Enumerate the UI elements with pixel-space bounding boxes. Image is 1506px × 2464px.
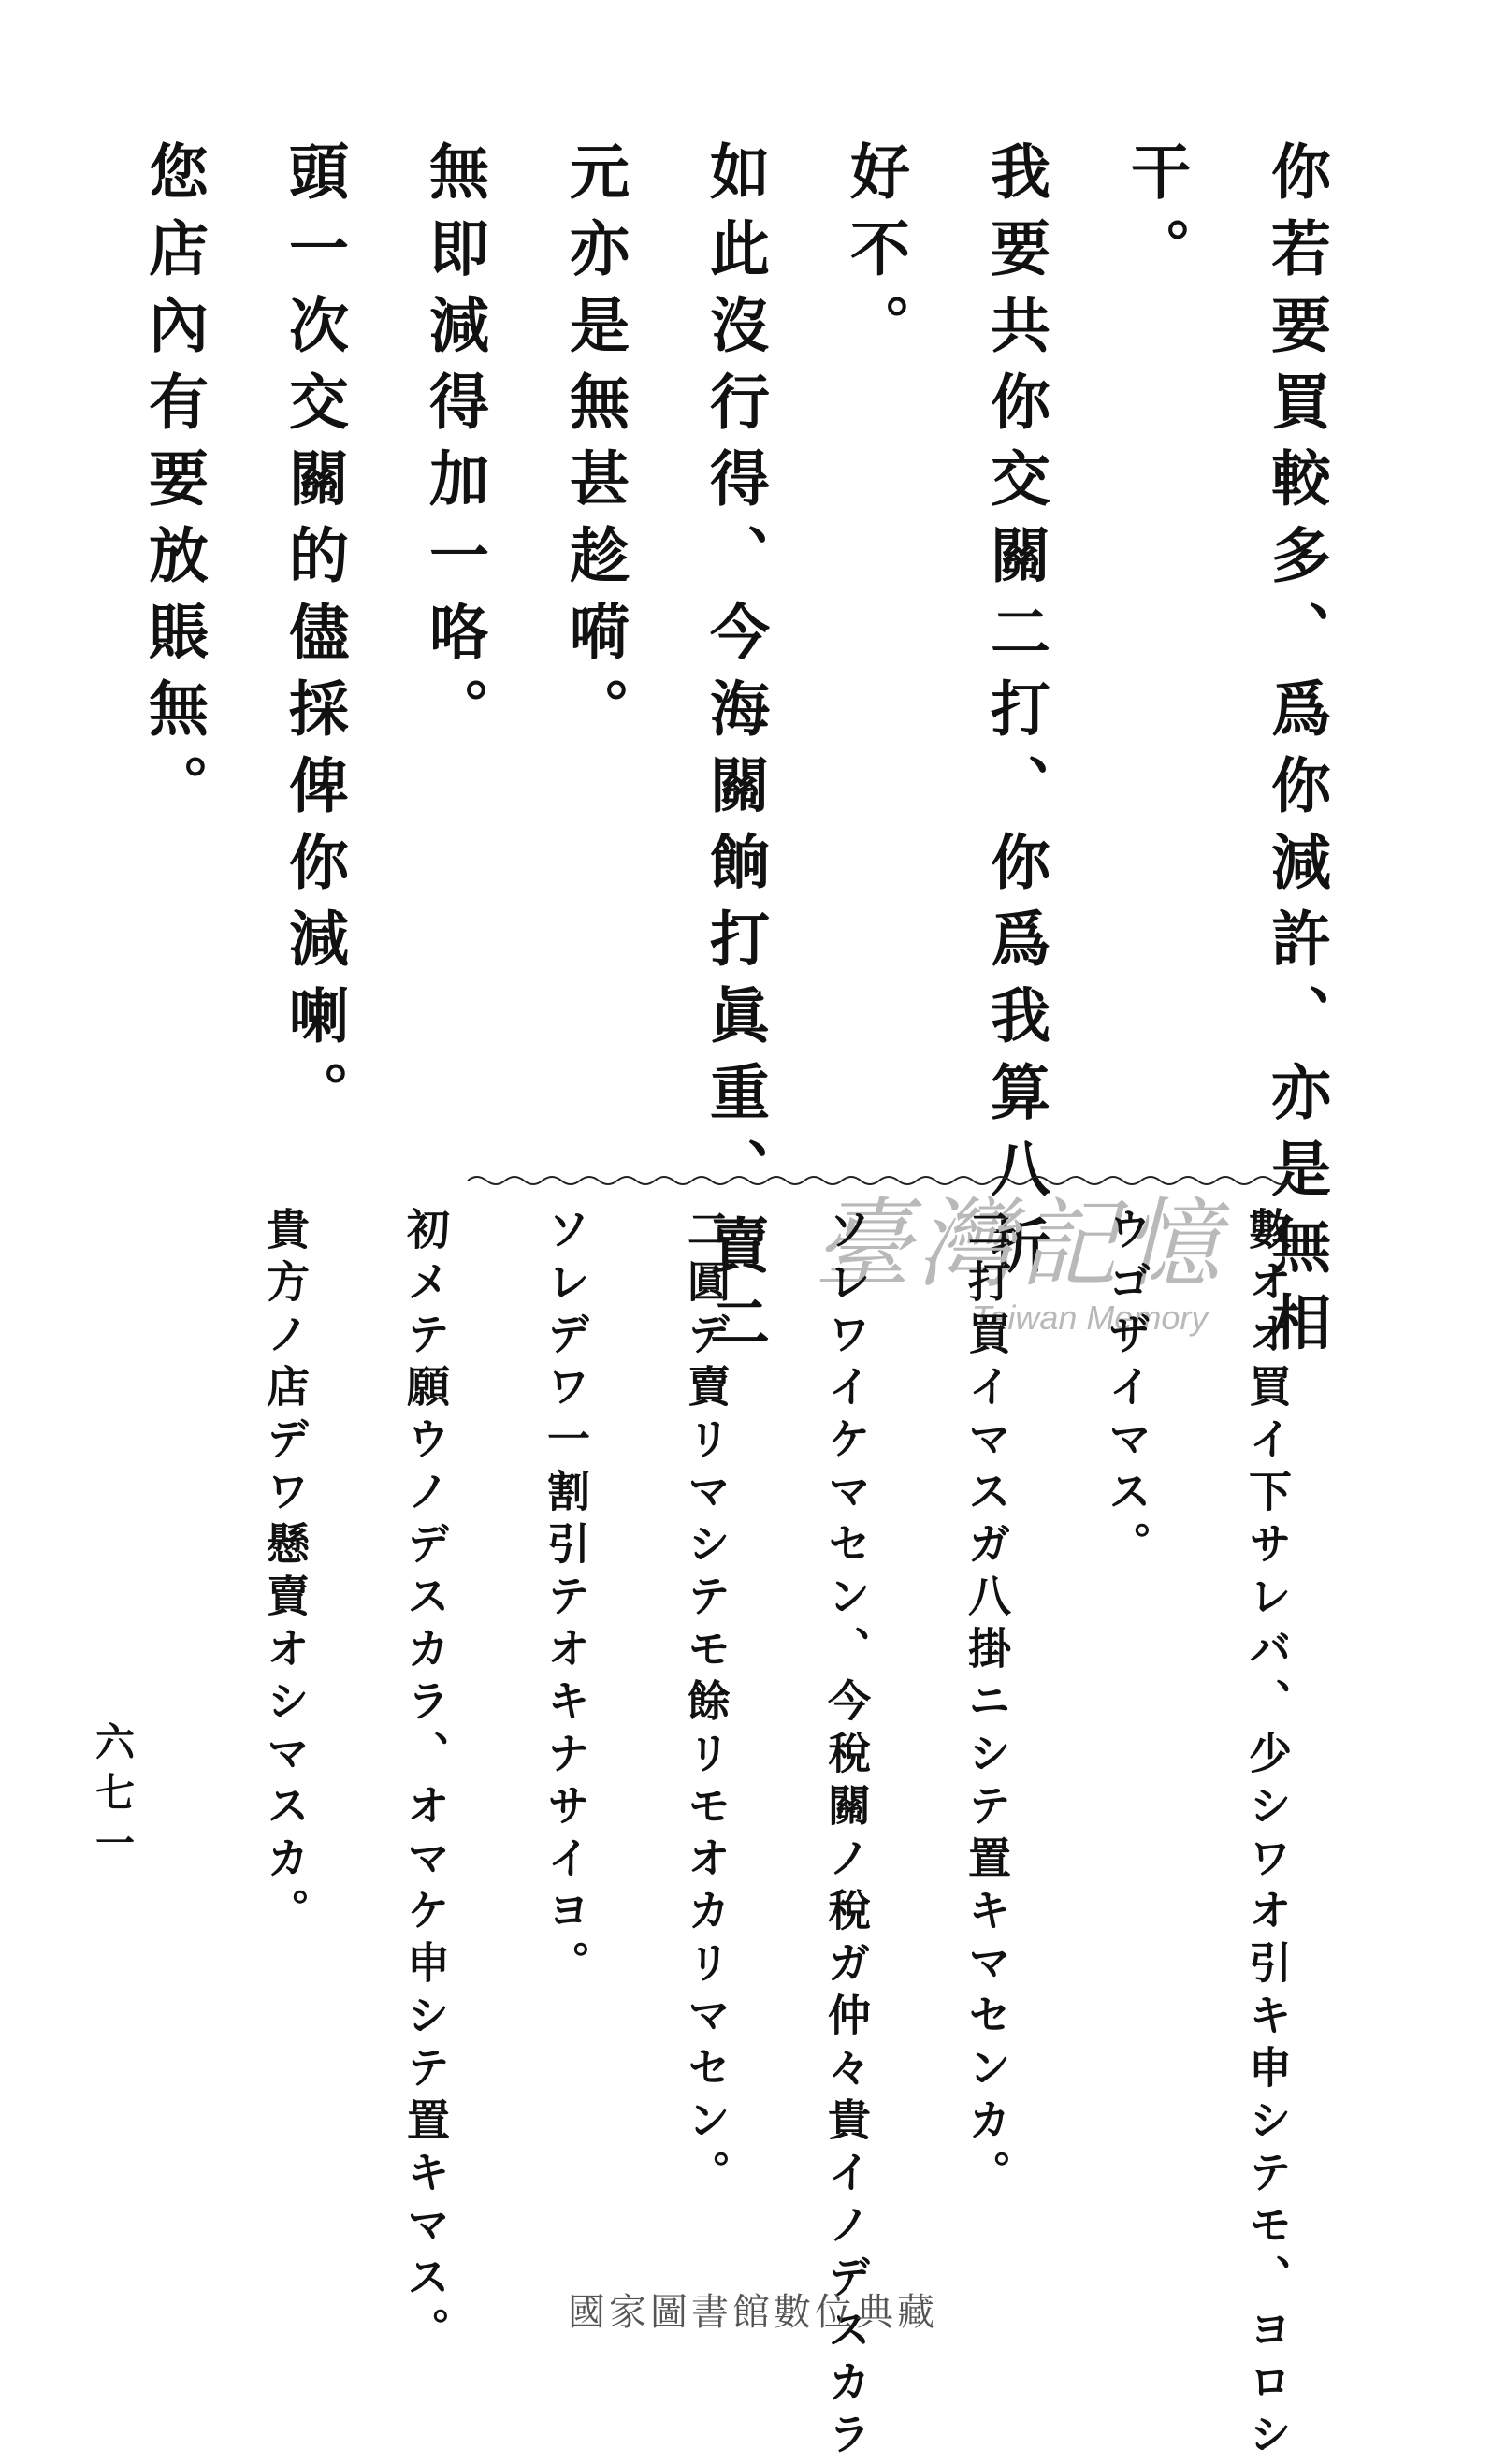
japanese-line: 貴方ノ店デワ懸賣オシマスカ。 <box>260 1207 311 1940</box>
chinese-line: 好不。 <box>840 140 910 370</box>
chinese-line: 我要共你交關二打、你爲我算八折 <box>980 140 1050 1291</box>
watermark-subtitle: Taiwan Memory <box>971 1298 1209 1337</box>
japanese-line: 數オオ買イ下サレバ、少シワオ引キ申シテモ、ヨロシ <box>1242 1207 1293 2464</box>
japanese-line: 二打買イマスガ八掛ニシテ置キマセンカ。 <box>962 1207 1012 2202</box>
japanese-line: ウゴザイマス。 <box>1102 1207 1152 1573</box>
chinese-line: 你若要買較多、爲你減許、亦是無相 <box>1261 140 1331 1368</box>
watermark-title: 臺灣記憶 <box>813 1187 1225 1301</box>
chinese-line: 無即減得加一咯。 <box>419 140 489 754</box>
wavy-divider <box>468 1171 1291 1190</box>
chinese-line: 如此沒行得、今海關餉打眞重、賣二 <box>700 140 770 1368</box>
chinese-line: 您店內有要放賬無。 <box>138 140 209 831</box>
japanese-line: ソレデワ一割引テオキナサイヨ。 <box>541 1207 591 1993</box>
chinese-line: 頭一次交關的儘採俾你減喇。 <box>279 140 349 1138</box>
japanese-line: 初メテ願ウノデスカラ、オマケ申シテ置キマス。 <box>400 1207 451 2359</box>
page-number: 六七一 <box>90 1721 136 1873</box>
japanese-line: ソレワイケマセン、今稅關ノ稅ガ仲々貴イノデスカラ <box>821 1207 872 2464</box>
japanese-line: 二圓デ賣リマシテモ餘リモオカリマセン。 <box>681 1207 731 2202</box>
chinese-line: 干。 <box>1121 140 1191 294</box>
chinese-line: 元亦是無甚趁嗬。 <box>559 140 630 754</box>
footer-credit: 國家圖書館數位典藏 <box>568 2291 938 2334</box>
